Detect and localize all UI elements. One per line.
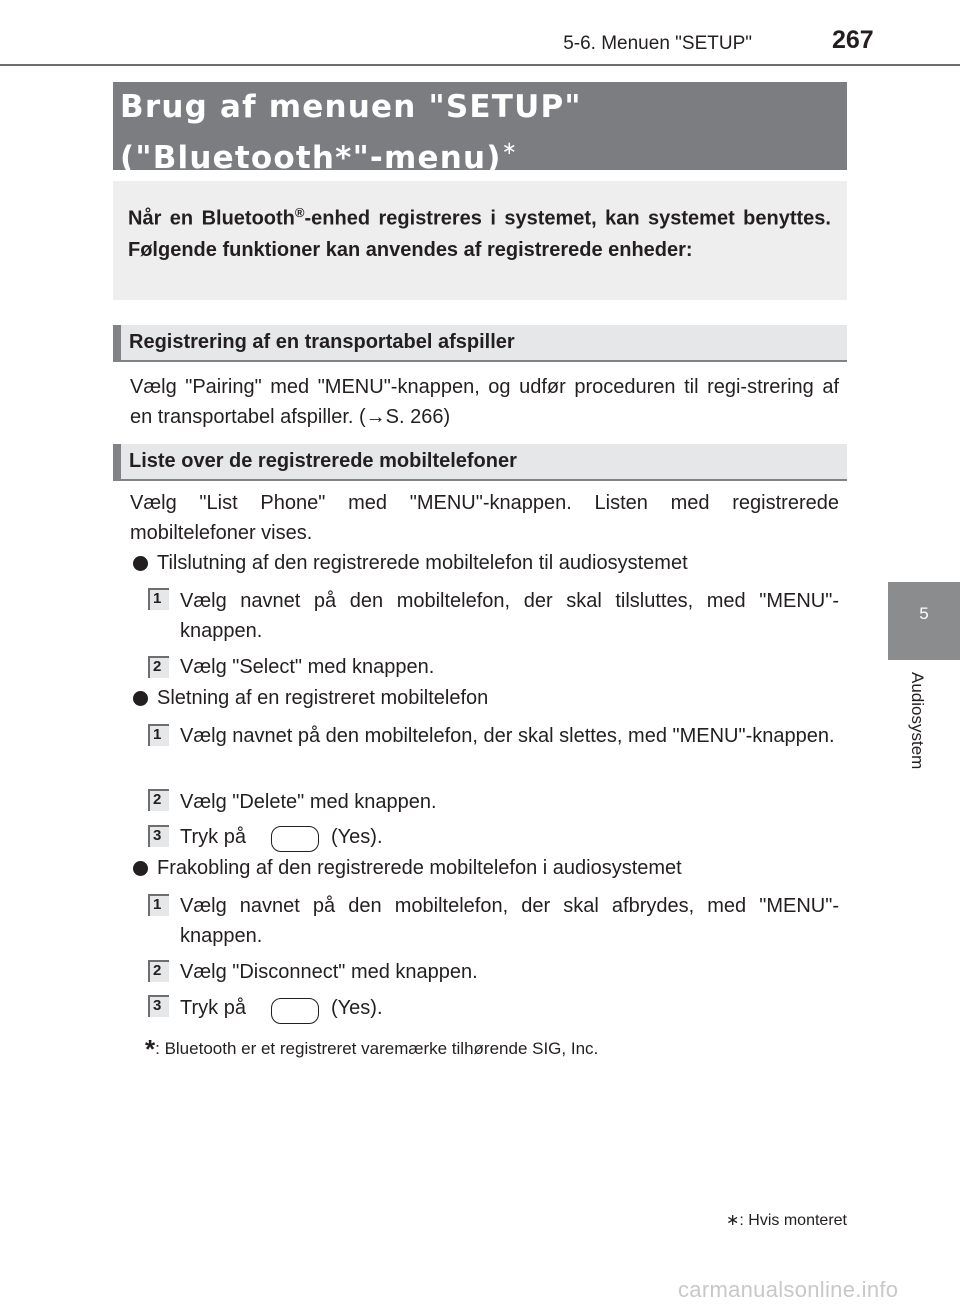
asterisk-icon: ∗ [726,1212,740,1229]
step-text: (Yes). [331,997,383,1019]
step-text: Vælg navnet på den mobiltelefon, der skal tilsluttes, med "MENU"-knappen. [180,590,839,642]
step-number: 2 [148,789,169,811]
step-text: Vælg "Disconnect" med knappen. [180,961,478,983]
asterisk-icon: ∗ [501,138,518,159]
section-title: 5-6. Menuen "SETUP" [563,33,752,54]
footnote: *: Bluetooth er et registreret varemærke tilhørende SIG, Inc. [145,1034,599,1064]
step-number: 3 [148,995,169,1017]
watermark: carmanualsonline.info [678,1277,899,1302]
chapter-label: Audiosystem [908,672,927,770]
header-divider [0,64,960,66]
step-text: (Yes). [331,826,383,848]
step-number: 1 [148,724,169,746]
bullet-text: Frakobling af den registrerede mobiltelefon i audiosystemet [157,857,682,879]
bullet-text: Sletning af en registreret mobiltelefon [157,687,489,709]
bullet-text: Tilslutning af den registrerede mobiltelefon til audiosystemet [157,552,688,574]
section-body: Vælg "Pairing" med "MENU"-knappen, og udfør proceduren til regi-strering af en transportabel afspiller. (→S. 266) [130,376,839,428]
step-number: 2 [148,656,169,678]
registered-mark: ® [294,205,305,220]
step-text: Vælg "Select" med knappen. [180,656,435,678]
footnote-asterisk: * [145,1034,156,1064]
page-number: 267 [832,26,874,54]
chapter-number: 5 [919,604,929,623]
step-text: Vælg navnet på den mobiltelefon, der skal slettes, med "MENU"-knappen. [180,725,835,747]
step-number: 2 [148,960,169,982]
page-title: Brug af menuen "SETUP" ("Bluetooth*"-menu)∗ [120,89,582,176]
section-heading: Registrering af en transportabel afspiller [113,325,847,362]
bullet-icon [133,691,148,706]
section-body: Vælg "List Phone" med "MENU"-knappen. Listen med registrerede mobiltelefoner vises. [130,492,839,544]
intro-box [113,181,847,300]
step-number: 3 [148,825,169,847]
step-text: Vælg "Delete" med knappen. [180,791,437,813]
bullet-icon [133,861,148,876]
section-heading: Liste over de registrerede mobiltelefoner [113,444,847,481]
yes-button-icon [271,998,319,1024]
page-title-box [113,82,847,176]
intro-text: Når en Bluetooth®-enhed registreres i systemet, kan systemet benyttes. Følgende funktioner kan anvendes af registrerede enheder: [128,205,831,261]
step-text: Vælg navnet på den mobiltelefon, der skal afbrydes, med "MENU"-knappen. [180,895,839,947]
yes-button-icon [271,826,319,852]
step-text: Tryk på [180,826,246,848]
chapter-tab [888,582,960,660]
step-text: Tryk på [180,997,246,1019]
fitted-note: ∗: Hvis monteret [726,1212,847,1229]
step-number: 1 [148,588,169,610]
step-number: 1 [148,894,169,916]
bullet-icon [133,556,148,571]
